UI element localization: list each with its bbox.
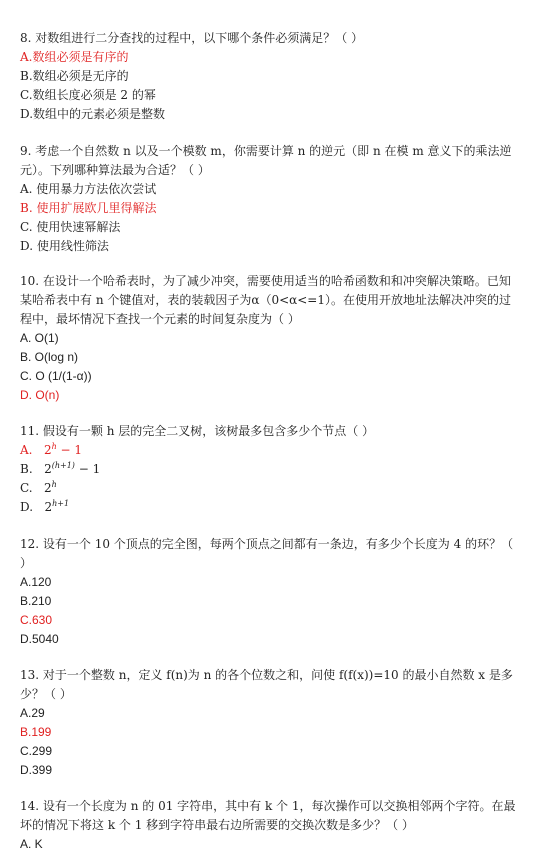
option-c: C.630 [20,613,53,627]
formula-exponent: h [51,442,57,451]
option-d: D.399 [20,763,53,777]
option-a: A. K [20,837,43,851]
question-stem: 10. 在设计一个哈希表时，为了减少冲突，需要使用适当的哈希函数和和冲突解决策略。已知某哈希表中有 n 个键值对，表的装载因子为α（0<α<=1）。在使用开放地址法解决冲突的过程中，最坏情况下查找一个元素的时间复杂度为（ ） [20,274,512,326]
option-c: C. 使用快速幂解法 [20,220,121,234]
question-stem: 12. 设有一个 10 个顶点的完全图，每两个顶点之间都有一条边，有多少个长度为 4 的环？（ ） [20,537,514,570]
option-d [20,498,520,517]
question-stem: 14. 设有一个长度为 n 的 01 字符串，其中有 k 个 1，每次操作可以交换相邻两个字符。在最坏的情况下将这 k 个 1 移到字符串最右边所需要的交换次数是多少？（ ） [20,799,516,832]
option-c: C. O (1/(1-α)) [20,369,92,383]
question-14 [20,797,520,854]
option-a: A.120 [20,575,52,589]
formula-exponent: (h+1) [51,461,75,470]
question-12 [20,535,520,649]
formula-base: 2 [44,462,52,476]
formula-tail: − 1 [56,443,83,457]
option-b: B. 使用扩展欧几里得解法 [20,201,157,215]
option-label: D. [20,500,34,514]
formula-base: 2 [44,500,53,514]
question-stem: 13. 对于一个整数 n，定义 f(n)为 n 的各个位数之和，问使 f(f(x))=10 的最小自然数 x 是多少？（ ） [20,668,513,701]
question-stem: 8. 对数组进行二分查找的过程中，以下哪个条件必须满足？（ ） [20,31,364,45]
option-a: A.数组必须是有序的 [20,50,129,64]
option-label: B. [20,462,33,476]
formula-base: 2 [43,443,52,457]
formula-base: 2 [44,481,52,495]
option-a: A.29 [20,706,45,720]
option-label: C. [20,481,33,495]
question-stem: 9. 考虑一个自然数 n 以及一个模数 m，你需要计算 n 的逆元（即 n 在模 m 意义下的乘法逆元）。下列哪种算法最为合适？（ ） [20,144,512,177]
option-d: D.5040 [20,632,59,646]
question-9 [20,142,520,256]
option-d: D. 使用线性筛法 [20,239,109,253]
option-b [20,460,520,479]
question-13 [20,666,520,780]
option-b: B.199 [20,725,52,739]
option-c [20,479,520,498]
option-b: B.数组必须是无序的 [20,69,129,83]
option-c: C.数组长度必须是 2 的幂 [20,88,156,102]
question-11 [20,422,520,517]
option-b: B.210 [20,594,52,608]
option-d: D.数组中的元素必须是整数 [20,107,166,121]
formula-tail: − 1 [74,462,101,476]
formula-exponent: h+1 [52,499,70,508]
question-10 [20,272,520,405]
option-a: A. O(1) [20,331,59,345]
question-8 [20,29,520,124]
formula-exponent: h [51,480,57,489]
option-label: A. [20,443,33,457]
option-a: A. 使用暴力方法依次尝试 [20,182,157,196]
option-d: D. O(n) [20,388,60,402]
option-b: B. O(log n) [20,350,79,364]
option-a [20,441,520,460]
option-c: C.299 [20,744,53,758]
question-stem: 11. 假设有一颗 h 层的完全二叉树，该树最多包含多少个节点（ ） [20,424,375,438]
